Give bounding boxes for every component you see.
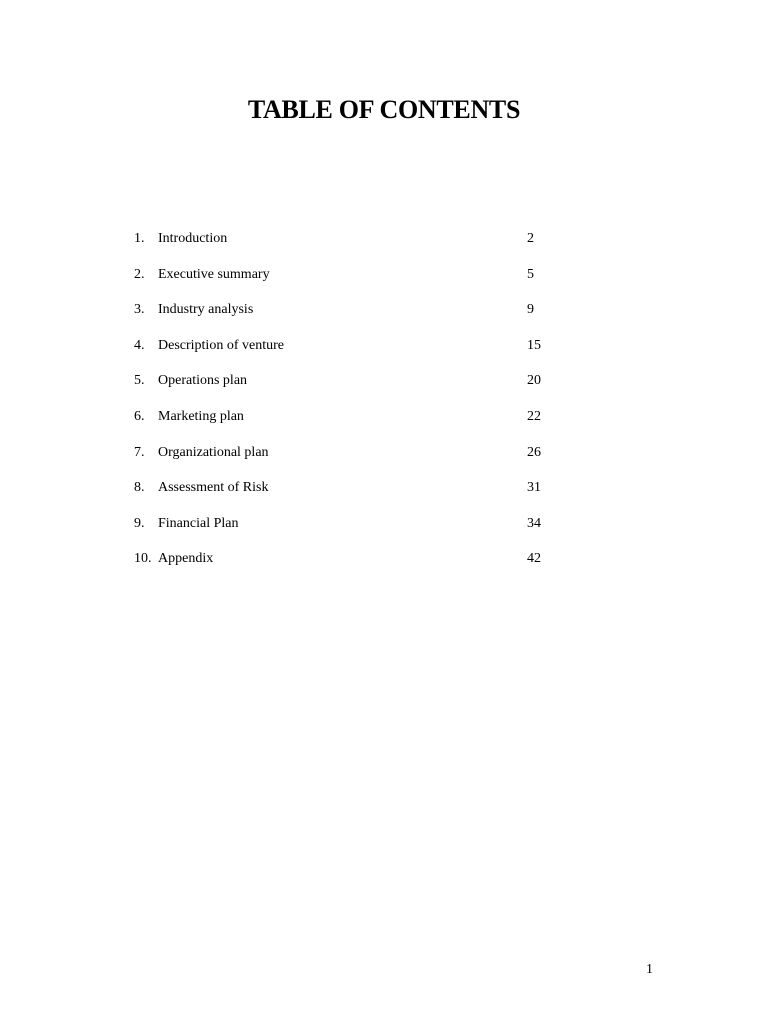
- entry-page: 9: [527, 302, 534, 318]
- toc-entry: [134, 514, 574, 550]
- toc-entry: [134, 478, 574, 514]
- entry-number: 10.: [134, 551, 152, 567]
- entry-title: Executive summary: [158, 266, 270, 282]
- toc-entry: [134, 336, 574, 372]
- entry-title: Organizational plan: [158, 444, 269, 460]
- entry-number: 2.: [134, 266, 145, 282]
- entry-page: 42: [527, 551, 541, 567]
- entry-number: 6.: [134, 408, 145, 424]
- page-number: 1: [646, 962, 653, 977]
- entry-number: 9.: [134, 515, 145, 531]
- page-title: TABLE OF CONTENTS: [247, 95, 521, 124]
- entry-page: 5: [527, 266, 534, 282]
- entry-title: Marketing plan: [158, 408, 244, 424]
- entry-number: 4.: [134, 337, 145, 353]
- entry-page: 22: [527, 408, 541, 424]
- toc-entry: [134, 265, 574, 301]
- entry-title: Description of venture: [158, 337, 284, 353]
- entry-page: 20: [527, 373, 541, 389]
- entry-page: 26: [527, 444, 541, 460]
- entry-title: Introduction: [158, 231, 228, 246]
- entry-number: 5.: [134, 373, 145, 389]
- toc-entry: [134, 300, 574, 336]
- entry-number: 3.: [134, 302, 145, 318]
- toc-entry: [134, 443, 574, 479]
- entry-number: 1.: [134, 231, 145, 246]
- entry-number: 7.: [134, 444, 145, 460]
- toc-entry: [134, 549, 574, 585]
- entry-page: 34: [527, 515, 541, 531]
- entry-number: 8.: [134, 480, 145, 496]
- entry-page: 15: [527, 337, 541, 353]
- entry-title: Appendix: [158, 551, 214, 567]
- entry-title: Assessment of Risk: [158, 480, 269, 496]
- toc-entry: [134, 229, 574, 265]
- toc-entry: [134, 407, 574, 443]
- table-of-contents: [134, 229, 574, 585]
- entry-title: Industry analysis: [158, 302, 254, 318]
- toc-entry: [134, 371, 574, 407]
- entry-page: 2: [527, 231, 534, 246]
- entry-page: 31: [527, 480, 541, 496]
- entry-title: Operations plan: [158, 373, 248, 389]
- entry-title: Financial Plan: [158, 515, 239, 531]
